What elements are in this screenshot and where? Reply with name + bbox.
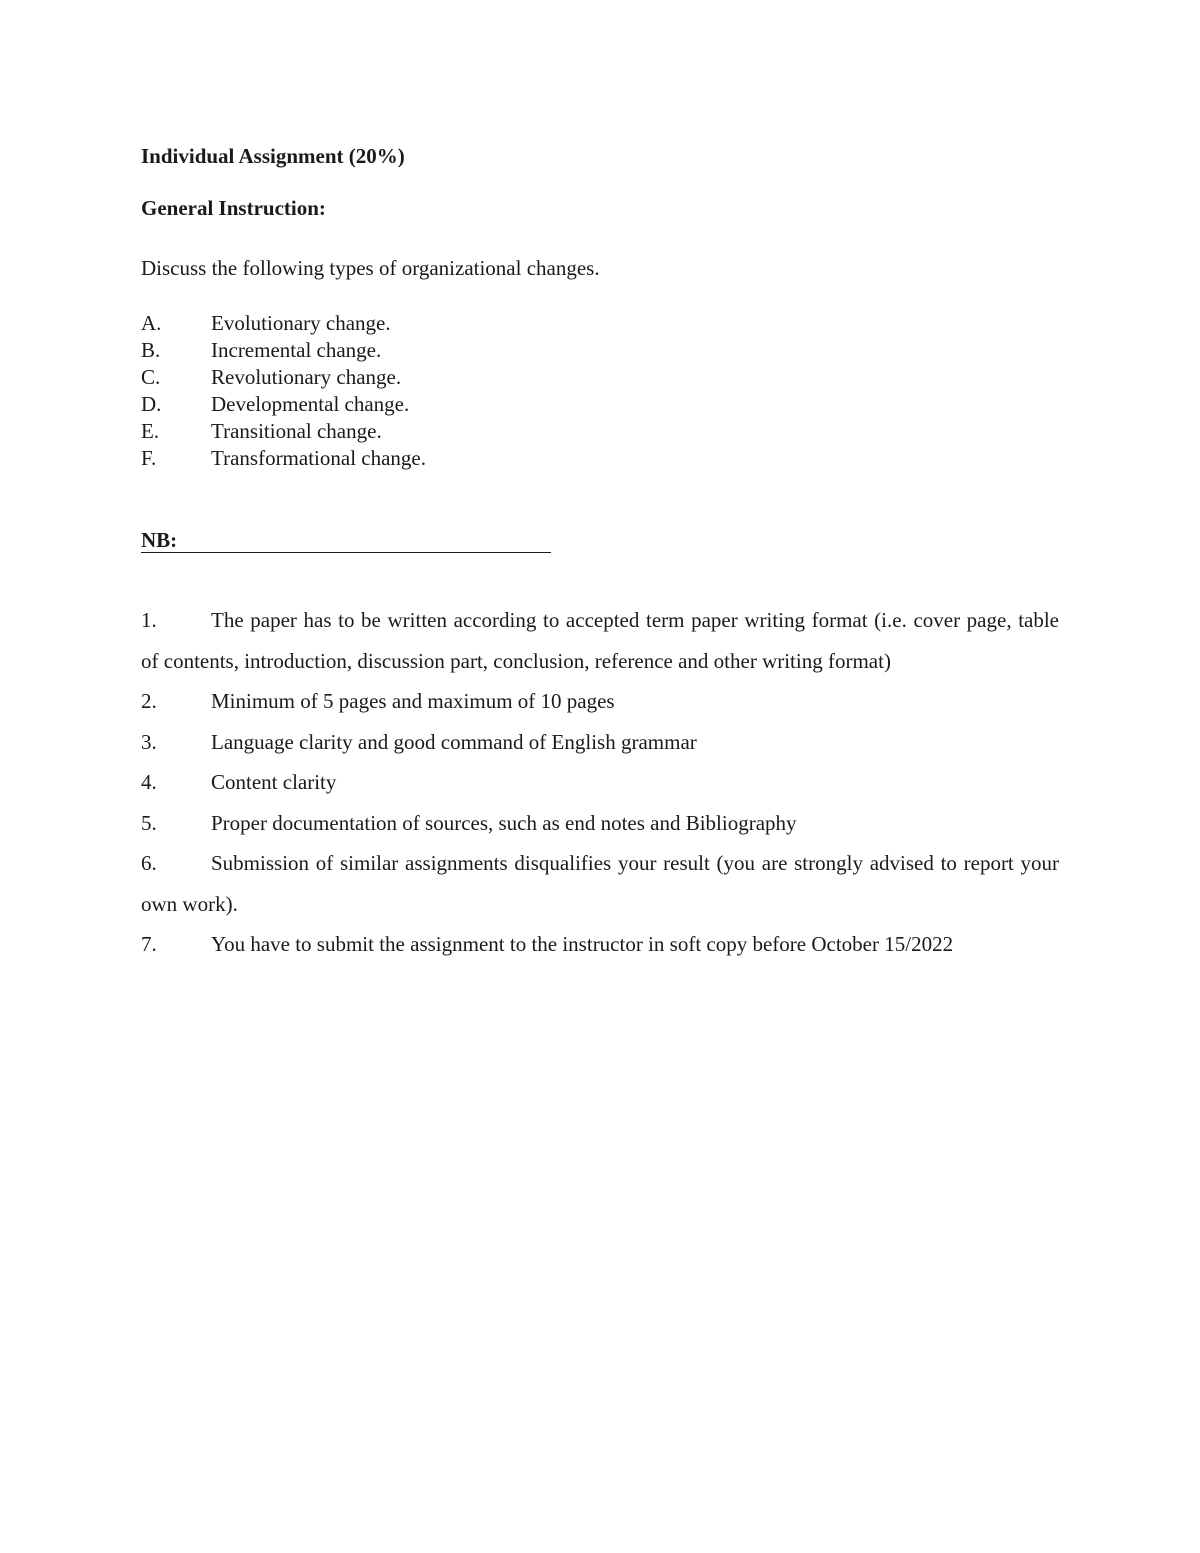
list-item — [141, 843, 1059, 924]
list-item — [141, 722, 1059, 763]
list-item-text: Revolutionary change. — [211, 365, 402, 389]
notes-list — [141, 600, 1059, 965]
list-number: 4. — [141, 770, 157, 794]
list-item-text: The paper has to be written according to accepted term paper writing format (i.e. cover page, table of contents, introduction, discussion part, conclusion, reference and other writing format) — [141, 608, 1059, 673]
list-marker: B. — [141, 338, 161, 362]
list-item-text: Incremental change. — [211, 338, 382, 362]
list-item-text: Language clarity and good command of English grammar — [211, 729, 697, 754]
list-item-text: You have to submit the assignment to the instructor in soft copy before October 15/2022 — [211, 932, 954, 956]
list-marker: C. — [141, 365, 161, 389]
list-number: 3. — [141, 729, 157, 754]
change-types-list — [141, 310, 426, 472]
list-item — [141, 445, 426, 472]
list-item-text: Submission of similar assignments disqualifies your result (you are strongly advised to report your own work). — [141, 851, 1059, 916]
list-item-text: Content clarity — [211, 770, 337, 794]
list-marker: F. — [141, 446, 157, 470]
intro-text: Discuss the following types of organizational changes. — [141, 256, 600, 280]
list-item — [141, 418, 426, 445]
list-item — [141, 924, 1059, 965]
list-item-text: Evolutionary change. — [211, 311, 391, 335]
list-number: 6. — [141, 851, 157, 875]
list-item-text: Transformational change. — [211, 446, 427, 470]
list-item — [141, 600, 1059, 681]
list-item — [141, 681, 1059, 722]
list-item-text: Developmental change. — [211, 392, 410, 416]
nb-heading: NB: — [141, 528, 551, 553]
list-item — [141, 762, 1059, 803]
list-marker: E. — [141, 419, 160, 443]
list-number: 1. — [141, 608, 157, 632]
section-heading: General Instruction: — [141, 196, 326, 220]
list-item — [141, 803, 1059, 844]
list-item-text: Transitional change. — [211, 419, 382, 443]
list-item — [141, 391, 426, 418]
list-number: 5. — [141, 810, 157, 835]
page-title: Individual Assignment (20%) — [141, 144, 405, 168]
list-item — [141, 310, 426, 337]
list-item — [141, 337, 426, 364]
list-marker: D. — [141, 392, 162, 416]
list-item — [141, 364, 426, 391]
list-number: 7. — [141, 932, 157, 956]
list-number: 2. — [141, 689, 157, 713]
list-item-text: Minimum of 5 pages and maximum of 10 pages — [211, 689, 615, 713]
list-item-text: Proper documentation of sources, such as end notes and Bibliography — [211, 810, 797, 835]
list-marker: A. — [141, 311, 162, 335]
